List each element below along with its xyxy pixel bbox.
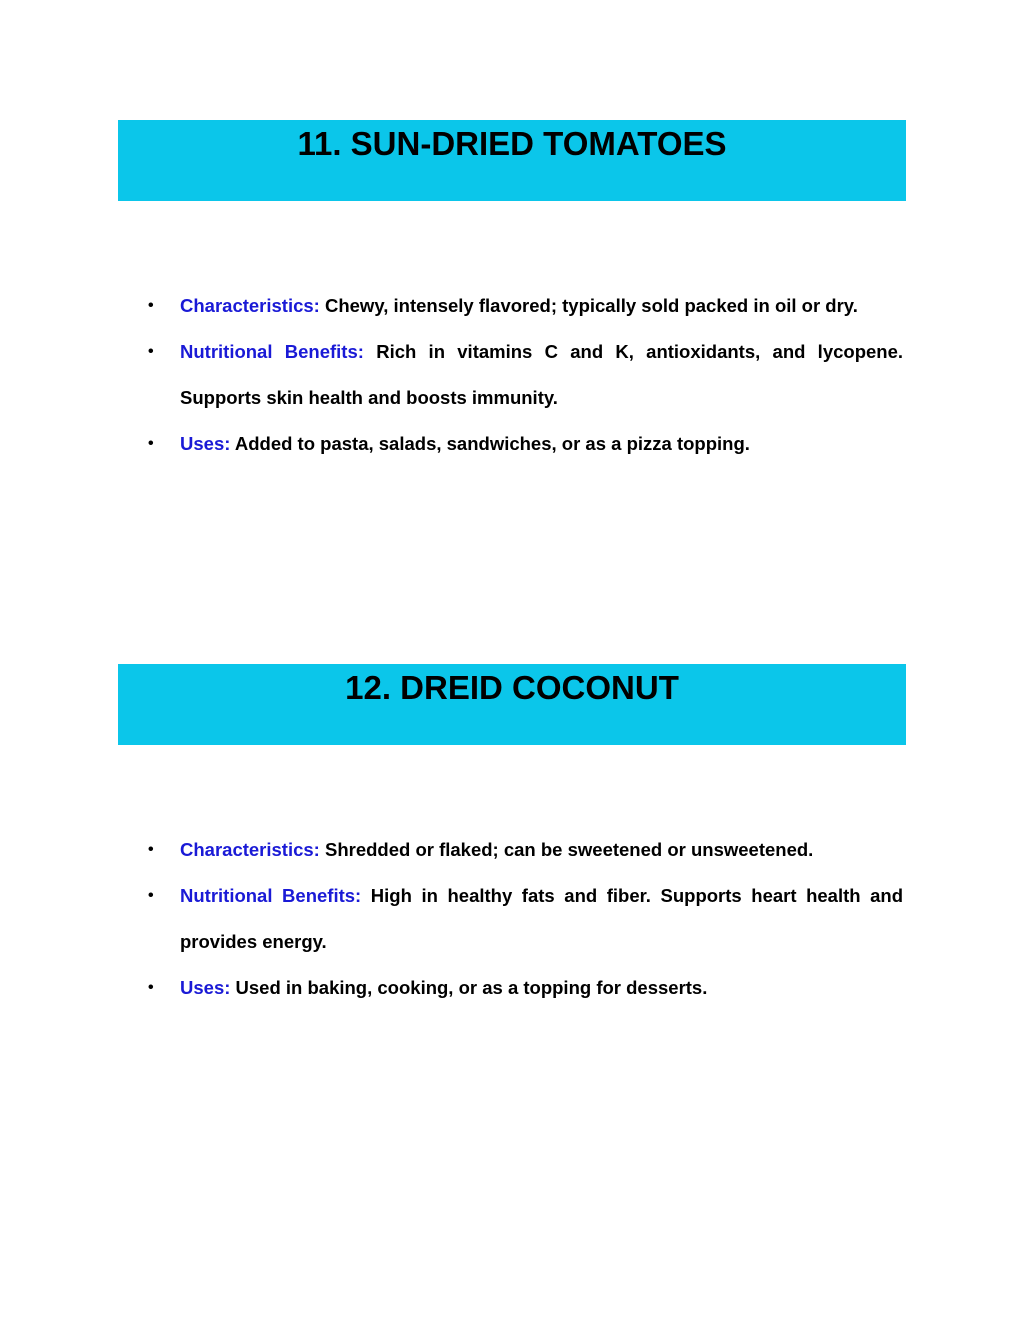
item-term: Characteristics:: [180, 839, 320, 860]
item-text: Used in baking, cooking, or as a topping for desserts.: [235, 977, 708, 998]
item-text: Chewy, intensely flavored; typically sold packed in oil or dry.: [324, 295, 858, 316]
item-term: Uses:: [180, 977, 231, 998]
section-list-dried-coconut: [118, 827, 903, 1011]
bullet-icon: •: [148, 841, 154, 858]
section-banner-sun-dried-tomatoes: [118, 120, 906, 201]
item-text: High in healthy fats and fiber. Supports heart health and provides energy.: [180, 885, 904, 952]
list-item-nutritional-benefits: [118, 329, 903, 421]
section-title: 11. SUN-DRIED TOMATOES: [297, 125, 727, 162]
item-term: Nutritional Benefits:: [180, 885, 362, 906]
bullet-icon: •: [148, 435, 154, 452]
list-item-nutritional-benefits: [118, 873, 903, 965]
bullet-icon: •: [148, 887, 154, 904]
item-term: Uses:: [180, 433, 231, 454]
section-title: 12. DREID COCONUT: [345, 669, 679, 706]
section-list-sun-dried-tomatoes: [118, 283, 903, 467]
item-text: Shredded or flaked; can be sweetened or unsweetened.: [324, 839, 814, 860]
item-text: Added to pasta, salads, sandwiches, or as a pizza topping.: [234, 433, 750, 454]
item-term: Characteristics:: [180, 295, 320, 316]
list-item-uses: [118, 421, 903, 467]
bullet-icon: •: [148, 297, 154, 314]
item-text: Rich in vitamins C and K, antioxidants, and lycopene. Supports skin health and boosts immunity.: [180, 341, 904, 408]
list-item-characteristics: [118, 283, 903, 329]
section-banner-dried-coconut: [118, 664, 906, 745]
list-item-uses: [118, 965, 903, 1011]
bullet-icon: •: [148, 979, 154, 996]
bullet-icon: •: [148, 343, 154, 360]
item-term: Nutritional Benefits:: [180, 341, 364, 362]
list-item-characteristics: [118, 827, 903, 873]
